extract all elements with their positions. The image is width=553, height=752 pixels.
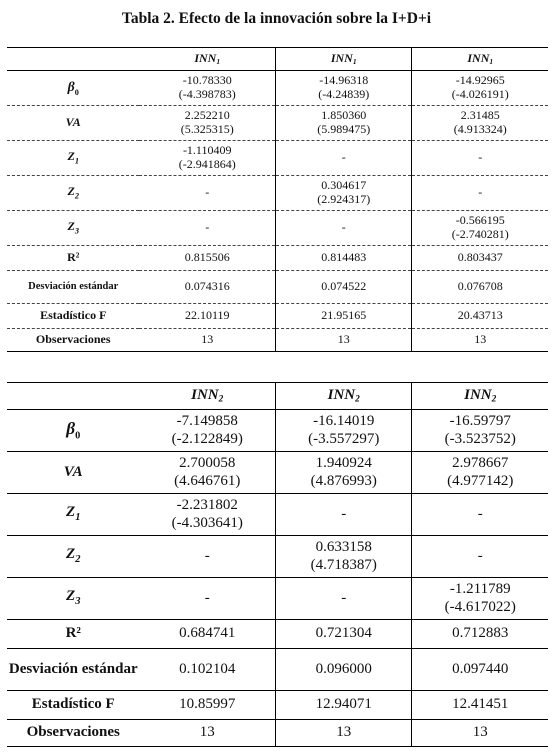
- column-header-base: INN: [464, 387, 492, 403]
- table-row: [7, 329, 548, 352]
- table-row: [7, 410, 548, 452]
- cell-tstat: (4.646761): [174, 472, 241, 489]
- row-label: Desviación estándar: [7, 271, 139, 304]
- data-cell: [412, 176, 548, 211]
- data-cell: [275, 71, 412, 106]
- table-row: [7, 141, 548, 176]
- cell-tstat: (-4.617022): [444, 598, 516, 615]
- data-cell: [275, 246, 412, 271]
- row-label: Desviación estándar: [7, 649, 139, 691]
- cell-value: -7.149858: [176, 413, 238, 430]
- cell-value: -: [478, 185, 483, 200]
- data-cell: [139, 649, 275, 691]
- cell-value: -10.78330: [182, 73, 232, 88]
- cell-value: 0.814483: [321, 250, 367, 265]
- cell-value: 1.850360: [321, 108, 367, 123]
- row-label: [7, 141, 139, 176]
- data-cell: [412, 211, 548, 246]
- table-row: [7, 452, 548, 494]
- table-row: [7, 211, 548, 246]
- cell-tstat: (4.876993): [310, 472, 377, 489]
- cell-value: 0.815506: [184, 250, 230, 265]
- data-cell: [275, 211, 412, 246]
- data-cell: [412, 410, 548, 452]
- cell-value: 0.074522: [321, 279, 367, 294]
- row-label-symbol: $Z_1$: [66, 504, 81, 524]
- cell-value: 10.85997: [179, 696, 236, 713]
- data-cell: [412, 720, 548, 747]
- data-cell: [412, 141, 548, 176]
- row-label-subscript: 0: [74, 87, 79, 97]
- table-row: [7, 536, 548, 578]
- data-cell: [412, 620, 548, 649]
- header-corner: [7, 383, 139, 410]
- cell-value: -14.92965: [455, 73, 505, 88]
- column-header-sub: 2: [491, 394, 497, 405]
- cell-value: 0.684741: [179, 625, 236, 642]
- table-row: [7, 578, 548, 620]
- cell-value: 0.102104: [179, 660, 236, 677]
- column-header-base: INN: [467, 50, 490, 65]
- data-cell: [412, 536, 548, 578]
- row-label-symbol: VA: [65, 115, 81, 130]
- cell-value: -: [341, 220, 346, 235]
- data-cell: [139, 271, 275, 304]
- cell-value: -: [205, 185, 210, 200]
- cell-value: 0.097440: [452, 660, 509, 677]
- cell-value: 0.076708: [457, 279, 503, 294]
- header-corner: [7, 48, 139, 71]
- cell-value: 13: [199, 724, 215, 741]
- column-header-sub: 2: [218, 394, 224, 405]
- cell-value: 2.252210: [184, 108, 230, 123]
- row-label-subscript: 0: [75, 430, 81, 442]
- data-cell: [275, 271, 412, 304]
- row-label: R²: [7, 246, 139, 271]
- data-cell: [139, 329, 275, 352]
- data-cell: [139, 494, 275, 536]
- cell-value: 2.700058: [179, 455, 236, 472]
- data-cell: [139, 106, 275, 141]
- cell-value: 0.304617: [321, 178, 367, 193]
- data-cell: [412, 246, 548, 271]
- column-header: [412, 383, 548, 410]
- cell-tstat: (-2.941864): [178, 157, 236, 171]
- data-cell: [275, 536, 412, 578]
- data-cell: [412, 106, 548, 141]
- data-cell: [412, 329, 548, 352]
- header-row: [7, 383, 548, 410]
- column-header-sub: 1: [489, 56, 494, 66]
- data-cell: [139, 620, 275, 649]
- row-label-subscript: 2: [75, 554, 81, 566]
- data-cell: [412, 691, 548, 720]
- cell-tstat: (2.924317): [317, 192, 371, 206]
- table-row: [7, 691, 548, 720]
- header-row: [7, 48, 548, 71]
- data-cell: [275, 691, 412, 720]
- cell-value: 13: [337, 332, 350, 347]
- table-row: [7, 71, 548, 106]
- row-label-subscript: 3: [74, 226, 79, 236]
- row-label: Estadístico F: [7, 691, 139, 720]
- data-cell: [275, 620, 412, 649]
- cell-tstat: (4.718387): [310, 556, 377, 573]
- cell-tstat: (-4.303641): [171, 514, 243, 531]
- data-cell: [275, 452, 412, 494]
- row-label-symbol: $\beta_0$: [66, 418, 81, 442]
- data-cell: [275, 329, 412, 352]
- row-label: [7, 71, 139, 106]
- cell-value: -2.231802: [176, 497, 238, 514]
- cell-value: 13: [336, 724, 352, 741]
- row-label: Observaciones: [7, 720, 139, 747]
- cell-value: -: [477, 505, 483, 522]
- cell-value: 0.803437: [457, 250, 503, 265]
- row-label: R²: [7, 620, 139, 649]
- cell-value: 0.712883: [452, 625, 509, 642]
- row-label: Observaciones: [7, 329, 139, 352]
- cell-value: -14.96318: [319, 73, 369, 88]
- cell-tstat: (5.989475): [317, 122, 371, 136]
- row-label-symbol: $Z_3$: [66, 588, 81, 608]
- table-row: [7, 620, 548, 649]
- data-cell: [139, 246, 275, 271]
- data-cell: [412, 494, 548, 536]
- cell-value: 2.978667: [452, 455, 509, 472]
- data-cell: [275, 176, 412, 211]
- row-label: [7, 578, 139, 620]
- cell-value: -: [204, 547, 210, 564]
- data-cell: [412, 304, 548, 329]
- cell-value: 1.940924: [315, 455, 372, 472]
- table-row: [7, 304, 548, 329]
- data-cell: [412, 578, 548, 620]
- cell-tstat: (-3.557297): [308, 430, 380, 447]
- cell-value: 13: [472, 724, 488, 741]
- cell-value: 2.31485: [460, 108, 500, 123]
- data-cell: [139, 141, 275, 176]
- column-header: [139, 383, 275, 410]
- cell-value: -: [204, 589, 210, 606]
- data-cell: [139, 691, 275, 720]
- row-label-symbol: $Z_2$: [66, 546, 81, 566]
- data-cell: [412, 71, 548, 106]
- row-label: [7, 211, 139, 246]
- cell-tstat: (-4.24839): [318, 87, 370, 101]
- data-cell: [412, 452, 548, 494]
- row-label-symbol: VA: [63, 463, 83, 480]
- data-cell: [275, 106, 412, 141]
- data-cell: [275, 649, 412, 691]
- data-cell: [275, 494, 412, 536]
- data-cell: [412, 271, 548, 304]
- cell-value: -1.211789: [449, 581, 511, 598]
- column-header-base: INN: [330, 50, 353, 65]
- data-cell: [275, 304, 412, 329]
- cell-value: -0.566195: [455, 213, 505, 228]
- row-label-subscript: 2: [74, 191, 79, 201]
- table-row: [7, 106, 548, 141]
- cell-tstat: (4.913324): [453, 122, 507, 136]
- cell-value: -: [341, 505, 347, 522]
- cell-value: 22.10119: [184, 308, 230, 323]
- row-label: Estadístico F: [7, 304, 139, 329]
- cell-value: 12.94071: [315, 696, 372, 713]
- cell-tstat: (-2.122849): [171, 430, 243, 447]
- data-cell: [275, 141, 412, 176]
- data-cell: [412, 649, 548, 691]
- cell-tstat: (4.977142): [447, 472, 514, 489]
- data-cell: [275, 578, 412, 620]
- cell-tstat: (-4.026191): [451, 87, 509, 101]
- cell-tstat: (-3.523752): [444, 430, 516, 447]
- table-row: [7, 720, 548, 747]
- cell-value: 0.721304: [315, 625, 372, 642]
- column-header: [412, 48, 548, 71]
- data-cell: [139, 720, 275, 747]
- column-header-base: INN: [327, 387, 356, 403]
- data-cell: [139, 176, 275, 211]
- cell-value: 12.41451: [452, 696, 509, 713]
- cell-value: -: [478, 150, 483, 165]
- row-label-subscript: 3: [75, 596, 81, 608]
- column-header-sub: 2: [355, 394, 360, 405]
- cell-tstat: (-4.398783): [178, 87, 236, 101]
- row-label: [7, 452, 139, 494]
- row-label: [7, 410, 139, 452]
- table-row: [7, 246, 548, 271]
- row-label-symbol: $Z_3$: [67, 218, 79, 236]
- row-label: [7, 176, 139, 211]
- cell-value: 13: [474, 332, 487, 347]
- cell-value: 0.633158: [315, 539, 372, 556]
- data-cell: [139, 410, 275, 452]
- cell-tstat: (5.325315): [180, 122, 234, 136]
- data-cell: [275, 720, 412, 747]
- column-header-sub: 1: [216, 56, 221, 66]
- row-label: [7, 536, 139, 578]
- column-header: [275, 383, 412, 410]
- data-cell: [139, 452, 275, 494]
- row-label-subscript: 1: [74, 156, 79, 166]
- cell-value: -: [341, 150, 346, 165]
- cell-value: 21.95165: [321, 308, 367, 323]
- cell-tstat: (-2.740281): [451, 227, 509, 241]
- table-row: [7, 271, 548, 304]
- row-label-symbol: $\beta_0$: [67, 78, 79, 97]
- row-label-subscript: 1: [75, 512, 81, 524]
- cell-value: 0.096000: [315, 660, 372, 677]
- column-header-base: INN: [194, 50, 217, 65]
- data-cell: [275, 410, 412, 452]
- column-header-sub: 1: [352, 56, 357, 66]
- data-cell: [139, 578, 275, 620]
- row-label-symbol: $Z_2$: [67, 183, 79, 201]
- cell-value: -: [477, 547, 483, 564]
- cell-value: -: [205, 220, 210, 235]
- row-label: [7, 106, 139, 141]
- data-cell: [139, 304, 275, 329]
- table-row: [7, 494, 548, 536]
- data-cell: [139, 71, 275, 106]
- cell-value: 0.074316: [184, 279, 230, 294]
- results-table-inn2: [7, 382, 548, 747]
- cell-value: 13: [201, 332, 214, 347]
- cell-value: -16.59797: [449, 413, 511, 430]
- column-header: [139, 48, 275, 71]
- table-row: [7, 176, 548, 211]
- cell-value: -: [341, 589, 347, 606]
- row-label: [7, 494, 139, 536]
- cell-value: 20.43713: [457, 308, 503, 323]
- column-header-base: INN: [191, 387, 219, 403]
- row-label-symbol: $Z_1$: [67, 148, 79, 166]
- data-cell: [139, 536, 275, 578]
- data-cell: [139, 211, 275, 246]
- cell-value: -1.110409: [182, 143, 232, 158]
- cell-value: -16.14019: [313, 413, 375, 430]
- column-header: [275, 48, 412, 71]
- table-title: Tabla 2. Efecto de la innovación sobre la I+D+i: [121, 10, 432, 27]
- results-table-inn1: [7, 47, 548, 352]
- table-row: [7, 649, 548, 691]
